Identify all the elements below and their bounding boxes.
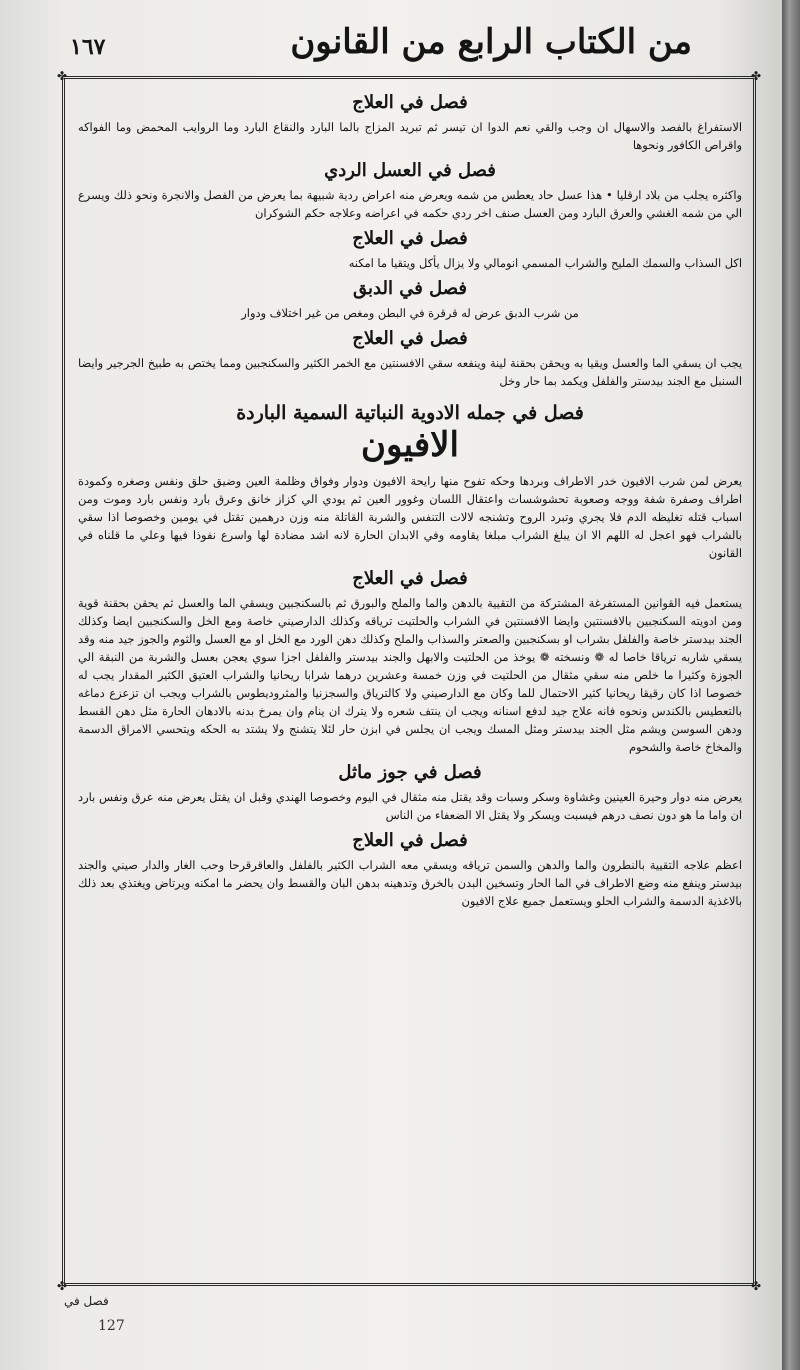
- catchword: فصل في: [64, 1294, 109, 1308]
- page-number-arabic: ١٦٧: [70, 34, 106, 60]
- section-heading: فصل في العسل الردي: [324, 160, 496, 181]
- page-header: [60, 12, 722, 72]
- main-text: [78, 92, 742, 916]
- section-heading: فصل في العلاج: [352, 92, 468, 113]
- corner-ornament-icon: ✤: [750, 1279, 762, 1293]
- section-paragraph: يعرض منه دوار وحيرة العينين وغشاوة وسكر وسبات وقد يقتل منه مثقال في اليوم وخصوصا الهندي وقبل ان يقتل يعرض منه عرق ونفس بارد ان واما ما هو دون نصف درهم فيسبت ويسكر ولا يقتل الا الضعفاء من الناس: [78, 790, 742, 822]
- section: [78, 328, 742, 390]
- section: [78, 278, 742, 322]
- section-heading: فصل في العلاج: [352, 328, 468, 349]
- section-paragraph: واكثره يجلب من بلاد ارقليا • هذا عسل حاد يعطس من شمه ويعرض منه اعراض ردية شبيهة بما يعرض من الفصل والانجرة ونحو ذلك ويسرع الي من شمه الغشي والعرق البارد ومن العسل صنف اخر ردي حكمه في اعراضه وعلاجه حكم الشوكران: [78, 188, 742, 220]
- corner-ornament-icon: ✤: [56, 1279, 68, 1293]
- corner-ornament-icon: ✤: [750, 69, 762, 83]
- section-paragraph: يستعمل فيه القوانين المستفرغة المشتركة من التقيية بالدهن والما والملح والبورق ثم بالسكنجبين ويسقي الما والعسل ثم يحقن بحقنة قوية ومن ادويته السكنجبين بالافسنتين وايضا الافسنتين في الشراب والحلتيت ترياقه وكذلك الدارصيني خاصة ومع الخل والسكنجبين ايضا وكذلك الجند بيدستر خاصة والفلفل بشراب او بسكنجبين والصعتر والسذاب والملح وكذلك دهن الورد مع الخل او مع العسل والثوم والجوز جيد منه وقد يسقي شاربه ترياقا خاصا له ❁ ونسخته ❁ يوخذ من الحلتيت والابهل والجند بيدستر والفلفل اجزا سوي يعجن بعسل والشربة من النبقة الي الجوزة وكثيرا ما خلص منه سقي مثقال من الحلتيت في وزن خمسة وعشرين درهما شرابا ريحانيا والشراب العتيق الكثير المقدار يجب له خصوصا اذا كان رقيقا ريحانيا كثير الاحتمال للما وكان مع الدارصيني ولا كالترياق والسجزنيا والمثروديطوس بالشراب ويجب ان تزعزع دماغه بالتعطيس بالكندس ونحوه فانه علاج جيد لدفع اسنانه ويجب ان ينتف شعره ولا يترك ان ينام وان يمرخ بدنه بالادهان الحارة مثل دهن القسط ودهن السوسن ويشم مثل الجند بيدستر ومثل المسك ويجب ان يجلس في ابزن حار لئلا يتشنج ولا يشتد به الحكه ويتحسي الامراق الدسمة والمخاخ خاصة والشحوم: [78, 596, 742, 754]
- opium-title: الافيون: [361, 425, 459, 465]
- running-title: من الكتاب الرابع من القانون: [290, 22, 692, 62]
- corner-ornament-icon: ✤: [56, 69, 68, 83]
- section-paragraph: يجب ان يسقي الما والعسل ويقيا به ويحقن بحقنة لينة وينفعه سقي الافسنتين مع الخمر الكثير والسكنجبين ومما يختص به طبيخ الجرجير وايضا السنبل مع الجند بيدستر والفلفل ويكمد بما حار وخل: [78, 356, 742, 388]
- opium-section: [78, 402, 742, 562]
- section-paragraph: اكل السذاب والسمك المليح والشراب المسمي انومالي ولا يزال يأكل ويتقيا ما امكنه: [348, 256, 742, 270]
- section: [78, 228, 742, 272]
- section: [78, 762, 742, 824]
- section-heading: فصل في العلاج: [352, 568, 468, 589]
- section-paragraph: اعظم علاجه التقيية بالنطرون والما والدهن والسمن ترياقه ويسقي معه الشراب الكثير بالفلفل والعاقرقرحا وحب الغار والدار صيني والجند بيدستر وينفع منه وضع الاطراف في الما الحار وتسخين البدن بالخرق وتدهينه بدهن البان والقسط وان يحضر ما امكنه ويرتاض ويغتذي بعد ذلك بالاغذية الدسمة والشراب الحلو ويستعمل جميع علاج الافيون: [78, 858, 742, 908]
- section-heading: فصل في الدبق: [353, 278, 467, 299]
- chapter-heading: فصل في جمله الادوية النباتية السمية الباردة: [236, 402, 584, 424]
- section: [78, 92, 742, 154]
- section-paragraph: الاستفراغ بالفصد والاسهال ان وجب والقي نعم الدوا ان تيسر ثم تبريد المزاج بالما البارد والنقاع البارد وما الروايب المحمض وما الفواكه واقراص الكافور ونحوها: [78, 120, 742, 152]
- page-edge: [782, 0, 800, 1370]
- section: [78, 830, 742, 910]
- section-heading: فصل في العلاج: [352, 228, 468, 249]
- section-paragraph: يعرض لمن شرب الافيون خدر الاطراف وبردها وحكه تفوح منها رايحة الافيون ودوار وفواق وظلمة العين وضيق حلق ونفس وصغره وكمودة اطراف وصفرة شفة ووجه وصعوبة تحشوشسات واعتقال اللسان وغوور العين ثم يودي الي كزاز خانق وعرق بارد ونفس بارد وموت ومن اسباب قتله تغليظه الدم فلا يجري وتبرد الروح وتشنجه لالات التنفس والشربة القاتلة منه وزن درهمين تقتل في يومين وخصوصا اذا سقي بالشراب فهو اعجل له اللهم الا ان يبلغ الشراب مبلغا يقاومه وفي الابدان الحارة لانه اشد مضادة لها واسرع نفوذا فيها وعلي ما قلناه في القانون: [78, 474, 742, 560]
- folio-number: 127: [98, 1318, 125, 1334]
- section-heading: فصل في جوز ماثل: [338, 762, 482, 783]
- section: [78, 160, 742, 222]
- section-heading: فصل في العلاج: [352, 830, 468, 851]
- section-paragraph: من شرب الدبق عرض له قرقرة في البطن ومغص من غير اختلاف ودوار: [241, 306, 579, 320]
- section: [78, 568, 742, 756]
